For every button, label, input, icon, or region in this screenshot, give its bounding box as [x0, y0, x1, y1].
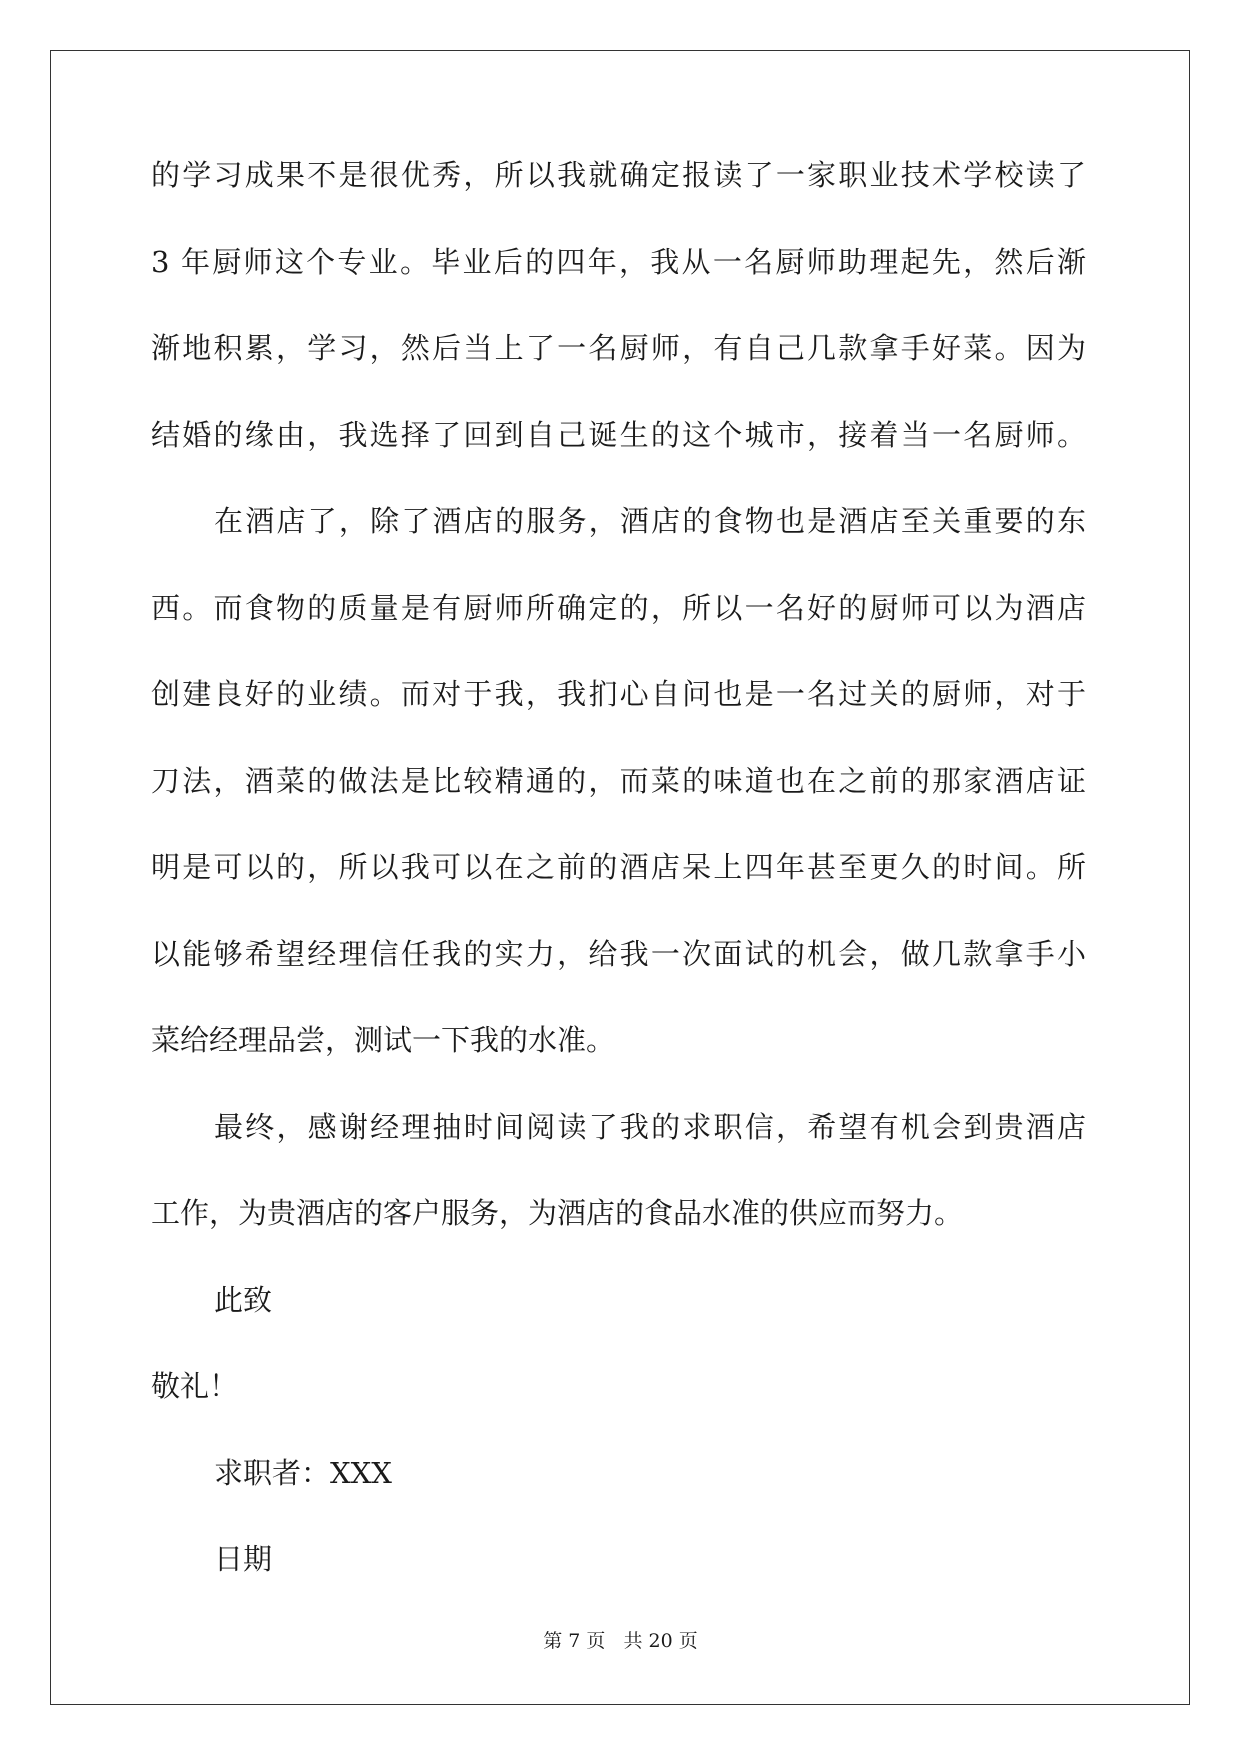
letter-body	[151, 157, 1086, 1628]
paragraph-line: 工作，为贵酒店的客户服务，为酒店的食品水准的供应而努力。	[151, 1196, 964, 1230]
closing-salutation: 此致	[214, 1282, 273, 1317]
paragraph-line: 创建良好的业绩。而对于我，我扪心自问也是一名过关的厨师，对于	[151, 677, 1086, 711]
page-number-footer: 第 7 页 共 20 页	[543, 1630, 698, 1652]
paragraph-line: 3 年厨师这个专业。毕业后的四年，我从一名厨师助理起先，然后渐	[151, 244, 1086, 279]
paragraph-line: 结婚的缘由，我选择了回到自己诞生的这个城市，接着当一名厨师。	[151, 417, 1086, 452]
paragraph-line: 在酒店了，除了酒店的服务，酒店的食物也是酒店至关重要的东	[214, 504, 1086, 538]
paragraph-line: 西。而食物的质量是有厨师所确定的，所以一名好的厨师可以为酒店	[151, 590, 1086, 625]
date-label: 日期	[214, 1542, 273, 1576]
paragraph-line: 渐地积累，学习，然后当上了一名厨师，有自己几款拿手好菜。因为	[151, 331, 1086, 365]
paragraph-line: 刀法，酒菜的做法是比较精通的，而菜的味道也在之前的那家酒店证	[151, 763, 1086, 798]
paragraph-line: 明是可以的，所以我可以在之前的酒店呆上四年甚至更久的时间。所	[151, 850, 1086, 884]
closing-regards: 敬礼！	[151, 1369, 239, 1403]
paragraph-line: 菜给经理品尝，测试一下我的水准。	[151, 1023, 616, 1057]
applicant-signature: 求职者：XXX	[214, 1455, 392, 1490]
paragraph-line: 的学习成果不是很优秀，所以我就确定报读了一家职业技术学校读了	[151, 158, 1086, 192]
paragraph-line: 最终，感谢经理抽时间阅读了我的求职信，希望有机会到贵酒店	[214, 1109, 1086, 1144]
paragraph-line: 以能够希望经理信任我的实力，给我一次面试的机会，做几款拿手小	[151, 936, 1086, 971]
